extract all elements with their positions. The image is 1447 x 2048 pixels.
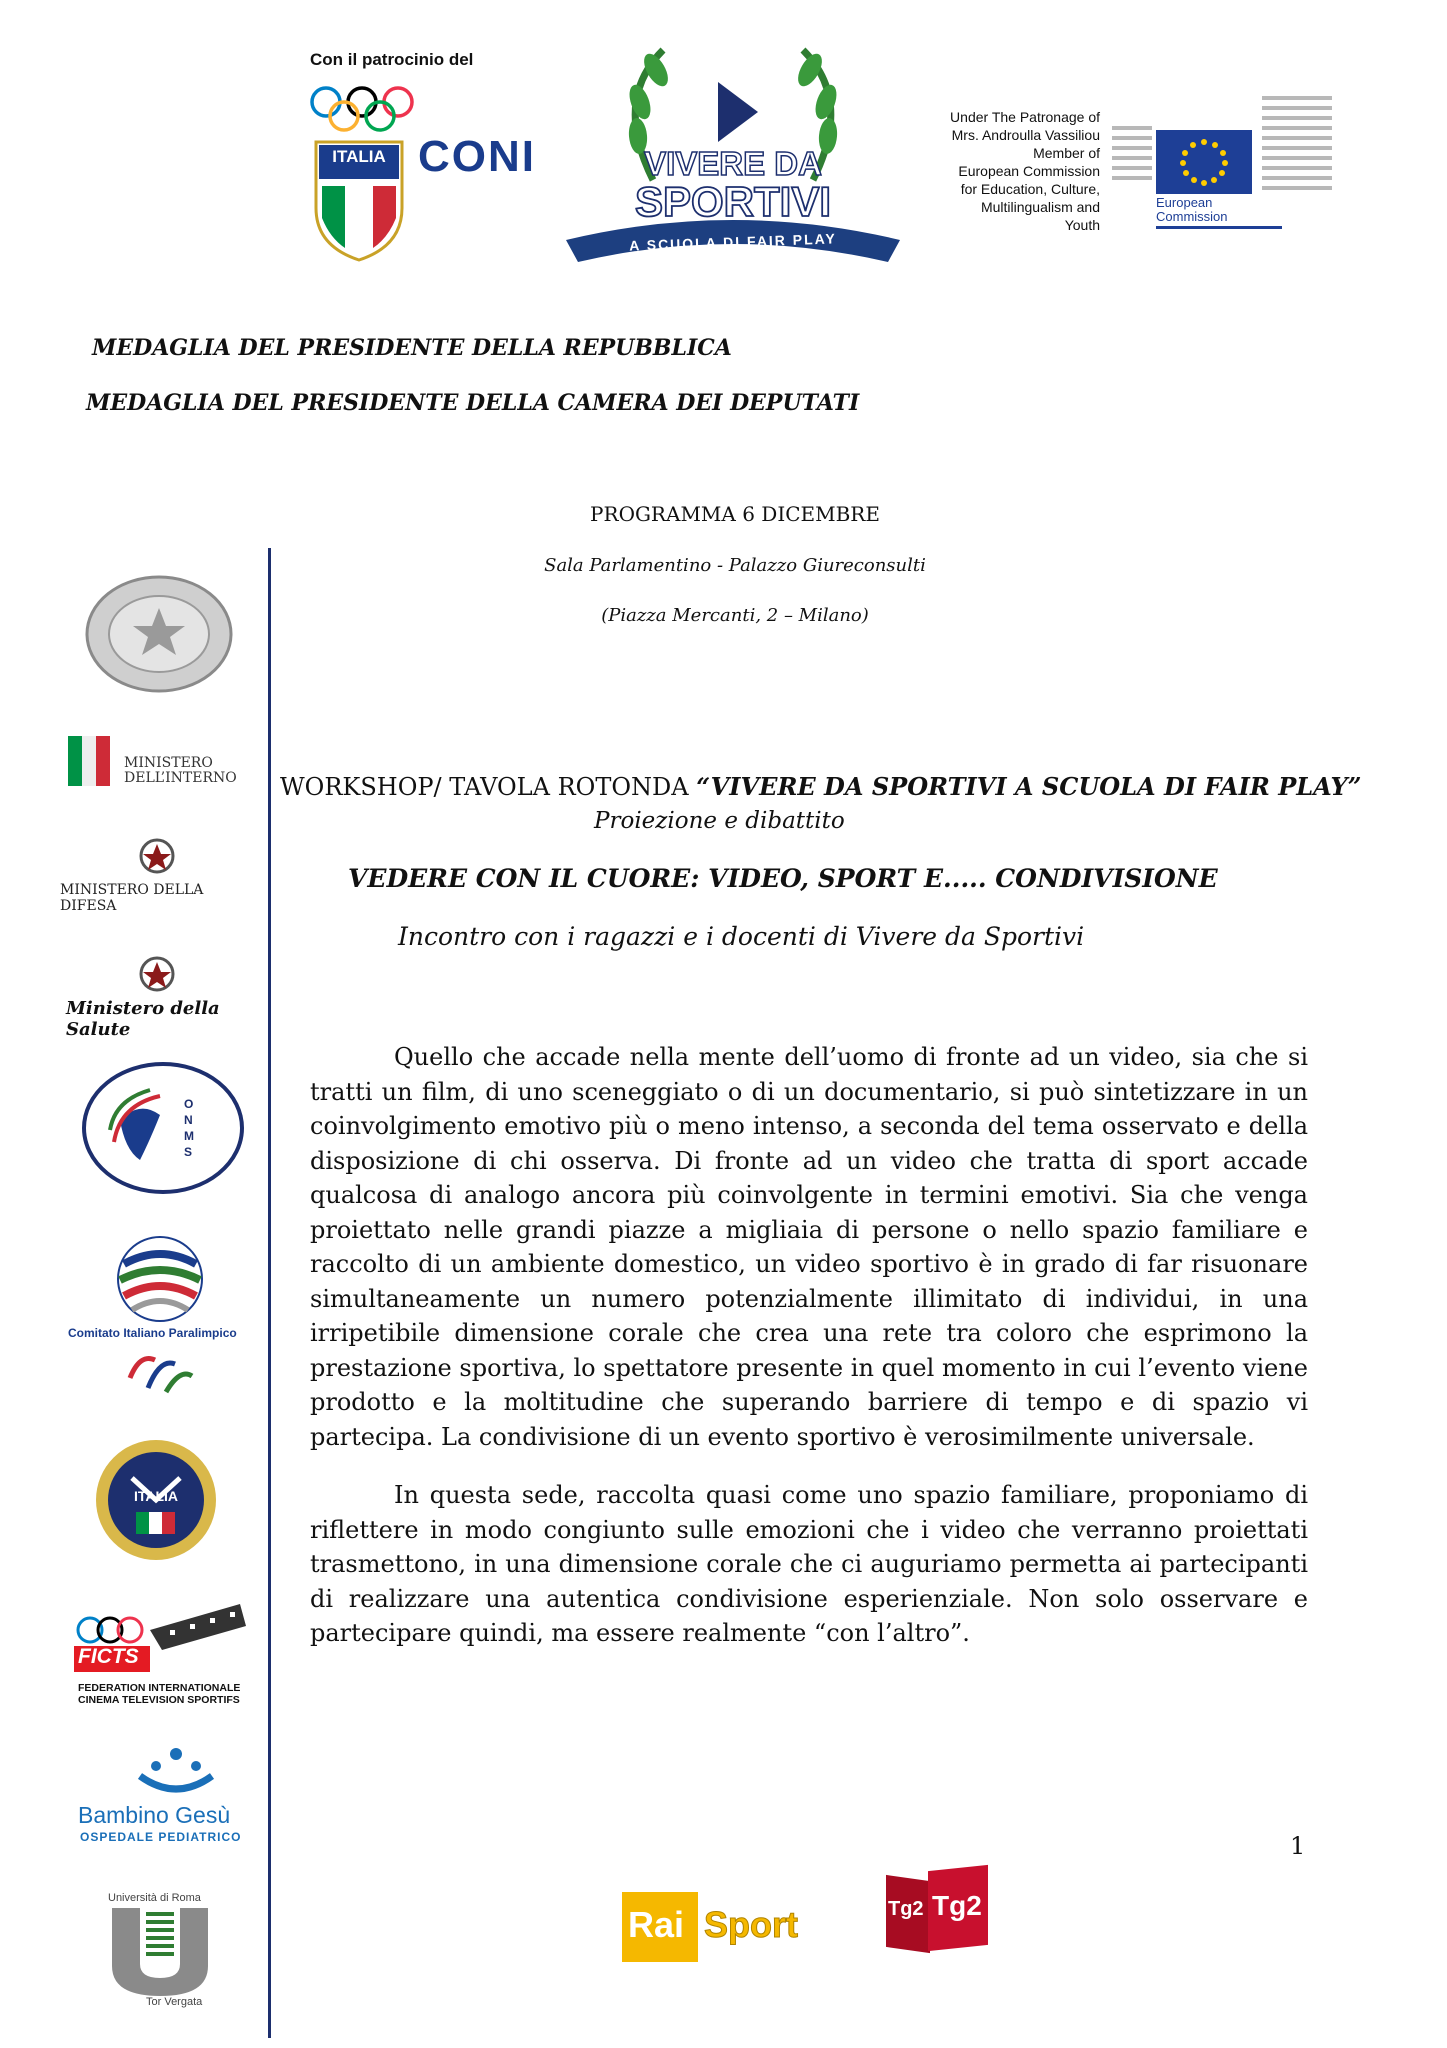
ministero-interno-text: [124, 756, 237, 786]
eu-line: Youth: [1064, 217, 1100, 233]
headline: VEDERE CON IL CUORE: VIDEO, SPORT E..... CONDIVISIONE: [348, 864, 1218, 893]
onms-letter: N: [184, 1113, 193, 1127]
tor-vergata-logo: [108, 1892, 218, 2010]
onms-badge-icon: [80, 1060, 246, 1196]
sport-word: Sport: [704, 1904, 798, 1945]
eu-patronage-text: [900, 108, 1100, 234]
european-commission-logo: [1112, 86, 1334, 236]
ficts-line: CINEMA TELEVISION SPORTIFS: [78, 1694, 240, 1706]
body-paragraph-2: In questa sede, raccolta quasi come uno spazio familiare, proponiamo di riflettere in modo congiunto sulle emozioni che i video che verranno proiettati trasmettono, in una dimensione corale che ci auguriamo permetta ai partecipanti di realizzare una autentica condivisione esperienziale. Non solo osservare e partecipare quindi, ma essere realmente “con l’altro”.: [310, 1481, 1308, 1647]
programme-title: PROGRAMMA 6 DICEMBRE: [590, 502, 880, 526]
tor-vergata-bottom-text: Tor Vergata: [146, 1996, 203, 2008]
ficts-logo: [70, 1600, 250, 1706]
rai-sport-logo: [622, 1892, 812, 1964]
medal-line-2: MEDAGLIA DEL PRESIDENTE DELLA CAMERA DEI DEPUTATI: [86, 390, 860, 416]
ministero-interno-logo: [68, 736, 258, 786]
university-u-icon: [110, 1908, 214, 1998]
medaglia-oro-text: ITALIA: [133, 1488, 179, 1504]
coni-shield-text: ITALIA: [332, 147, 386, 166]
ficts-wordmark: FICTS: [78, 1645, 139, 1668]
subtitle: Proiezione e dibattito: [594, 808, 845, 834]
ministero-salute-text: Ministero della Salute: [66, 998, 220, 1040]
onms-letter: M: [184, 1129, 194, 1143]
address: (Piazza Mercanti, 2 – Milano): [601, 605, 869, 626]
ministero-interno-line: DELL’INTERNO: [124, 770, 237, 786]
italian-emblem-icon: [138, 836, 176, 878]
ficts-line: FEDERATION INTERNATIONALE: [78, 1682, 241, 1694]
onms-letter: S: [184, 1145, 193, 1159]
paralimpico-text: Comitato Italiano Paralimpico: [68, 1326, 237, 1340]
venue: Sala Parlamentino - Palazzo Giureconsulti: [544, 555, 926, 576]
eu-line: Member of: [1033, 145, 1100, 161]
workshop-prefix: WORKSHOP/ TAVOLA ROTONDA: [280, 773, 697, 801]
tg2-left-text: Tg2: [888, 1898, 924, 1920]
onms-letters: [184, 1096, 194, 1160]
italian-flag-icon: [68, 736, 112, 786]
tor-vergata-top-text: Università di Roma: [108, 1892, 201, 1904]
eu-line: Multilingualism and: [980, 199, 1100, 215]
tg2-right-text: Tg2: [932, 1890, 982, 1921]
body-paragraph-1: Quello che accade nella mente dell’uomo di fronte ad un video, sia che si tratti un film, di uno sceneggiato o di un documentario, si può sintetizzare in un coinvolgimento emotivo più o meno intenso, a seconda del tema osservato e della disposizione di chi osserva. Di fronte ad un video che tratta di sport accade qualcosa di analogo ancora più coinvolgente in termini emotivi. Sia che venga proiettato nelle grandi piazze a migliaia di persone o nello spazio familiare e raccolto di un ambiente domestico, un video sportivo è in grado di far risuonare simultaneamente un numero potenzialmente illimitato di individui, in una irripetibile dimensione corale che crea una rete tra coloro che esprimono la prestazione sportiva, lo spettatore presente in quel momento in cui l’evento viene prodotto e la moltitudine che superando barriere di tempo e di spazio vi partecipa. La condivisione di un evento sportivo è verosimilmente universale.: [310, 1043, 1308, 1451]
bambino-gesu-sub: OSPEDALE PEDIATRICO: [80, 1830, 242, 1844]
meeting-line: Incontro con i ragazzi e i docenti di Vivere da Sportivi: [398, 922, 1085, 951]
onms-letter: O: [184, 1097, 194, 1111]
eu-line: European Commission: [958, 163, 1100, 179]
paralimpico-globe-icon: [110, 1234, 210, 1324]
eu-logo-line: Commission: [1156, 209, 1228, 224]
workshop-title: “VIVERE DA SPORTIVI A SCUOLA DI FAIR PLAY”: [696, 772, 1362, 801]
eu-line: Mrs. Androulla Vassiliou: [951, 127, 1100, 143]
tg2-logo: [886, 1864, 990, 1954]
presidenza-consiglio-seal-icon: [84, 574, 234, 694]
page-number: 1: [1290, 1832, 1306, 1860]
eu-logo-text: [1156, 196, 1228, 224]
vivere-da-sportivi-logo: [558, 40, 908, 270]
patronage-label: Con il patrocinio del: [310, 50, 474, 69]
olympic-rings-icon: [308, 84, 416, 134]
italian-emblem-icon: [138, 954, 176, 996]
medal-line-1: MEDAGLIA DEL PRESIDENTE DELLA REPUBBLICA: [92, 335, 732, 361]
eu-logo-line: European: [1156, 195, 1213, 210]
coni-wordmark: CONI: [418, 132, 536, 181]
agitos-icon: [120, 1348, 200, 1398]
rai-word: Rai: [628, 1904, 685, 1945]
onms-logo: [80, 1060, 246, 1196]
workshop-heading: [280, 772, 1361, 801]
vertical-divider: [268, 548, 271, 2038]
logo-ribbon-text: A SCUOLA DI FAIR PLAY: [628, 230, 838, 254]
eu-line: Under The Patronage of: [950, 109, 1100, 125]
logo-line-1: VIVERE DA: [644, 145, 822, 182]
eu-line: for Education, Culture,: [960, 181, 1100, 197]
medaglia-oro-logo: [92, 1438, 220, 1562]
bambino-gesu-name: Bambino Gesù: [78, 1802, 231, 1828]
ministero-interno-line: MINISTERO: [124, 755, 213, 771]
ficts-text: [78, 1682, 240, 1706]
logo-line-2: SPORTIVI: [634, 178, 832, 225]
bambino-gesu-icon: [136, 1746, 216, 1796]
ministero-difesa-text: MINISTERO DELLA DIFESA: [60, 882, 204, 914]
